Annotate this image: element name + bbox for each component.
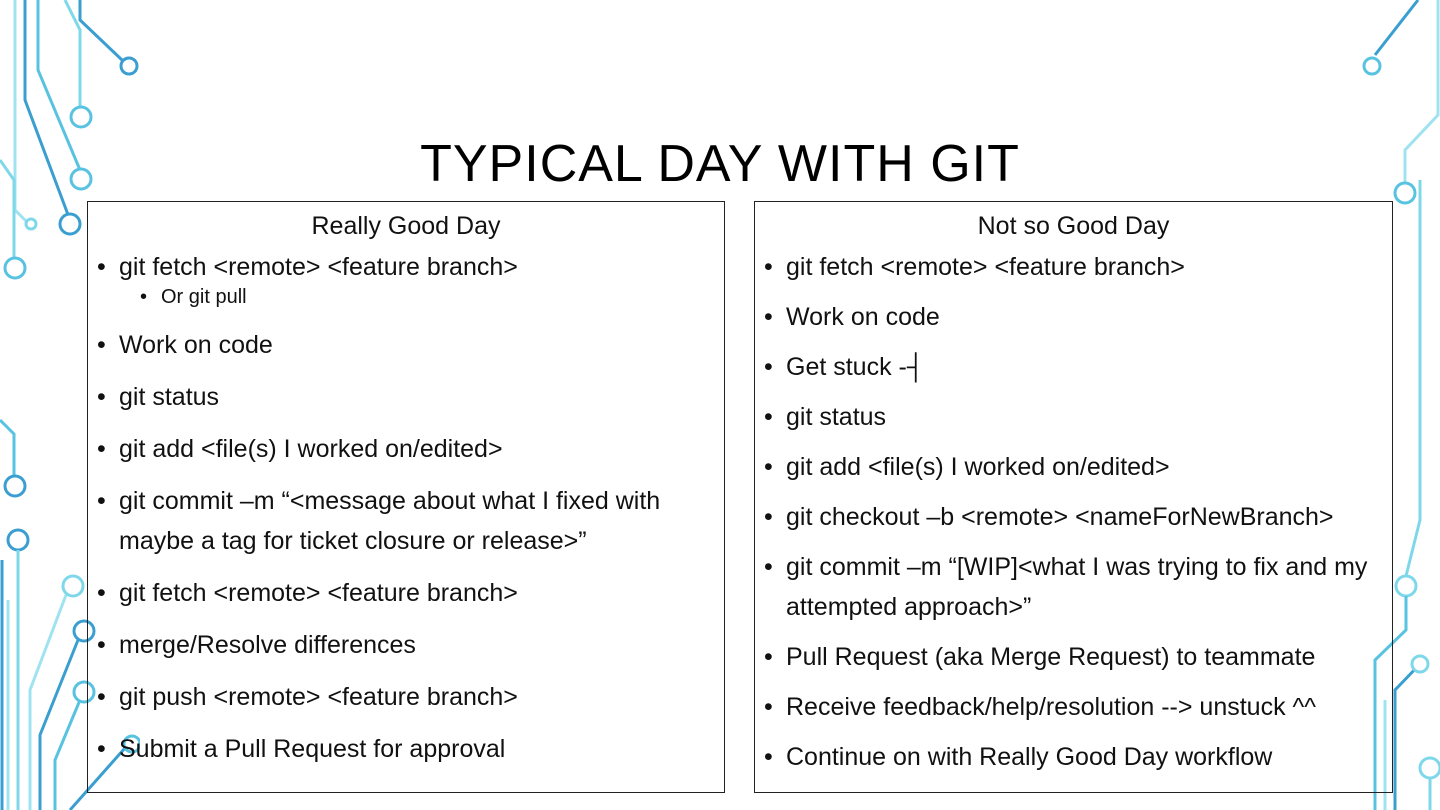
list-item: • git fetch <remote> <feature branch> (88, 247, 724, 287)
list-item: • Submit a Pull Request for approval (88, 729, 724, 769)
slide-title: TYPICAL DAY WITH GIT (420, 135, 1020, 193)
list-item: • git checkout –b <remote> <nameForNewBranch> (755, 497, 1392, 537)
good-day-list (88, 247, 724, 769)
good-day-heading: Really Good Day (311, 212, 501, 240)
list-item: • git add <file(s) I worked on/edited> (88, 429, 724, 469)
bad-day-list (755, 247, 1392, 777)
good-day-panel (87, 201, 725, 793)
list-item: • git add <file(s) I worked on/edited> (755, 447, 1392, 487)
list-item: • git commit –m “<message about what I fixed with maybe a tag for ticket closure or release>” (88, 481, 724, 561)
list-item: • git status (88, 377, 724, 417)
list-item: • git commit –m “[WIP]<what I was trying to fix and my attempted approach>” (755, 547, 1392, 627)
list-item: • merge/Resolve differences (88, 625, 724, 665)
list-item: • git fetch <remote> <feature branch> (88, 573, 724, 613)
list-item: • Receive feedback/help/resolution --> unstuck ^^ (755, 687, 1392, 727)
list-item: • git push <remote> <feature branch> (88, 677, 724, 717)
bad-day-panel (754, 201, 1393, 793)
list-item: • Work on code (755, 297, 1392, 337)
list-item: • Pull Request (aka Merge Request) to teammate (755, 637, 1392, 677)
list-item: • Continue on with Really Good Day workflow (755, 737, 1392, 777)
list-item: • Get stuck -┤ (755, 347, 1392, 387)
list-item: • git status (755, 397, 1392, 437)
list-item: • git fetch <remote> <feature branch> (755, 247, 1392, 287)
list-item: • Work on code (88, 325, 724, 365)
bad-day-heading: Not so Good Day (977, 212, 1170, 240)
sub-list-item: • Or git pull (88, 283, 724, 311)
